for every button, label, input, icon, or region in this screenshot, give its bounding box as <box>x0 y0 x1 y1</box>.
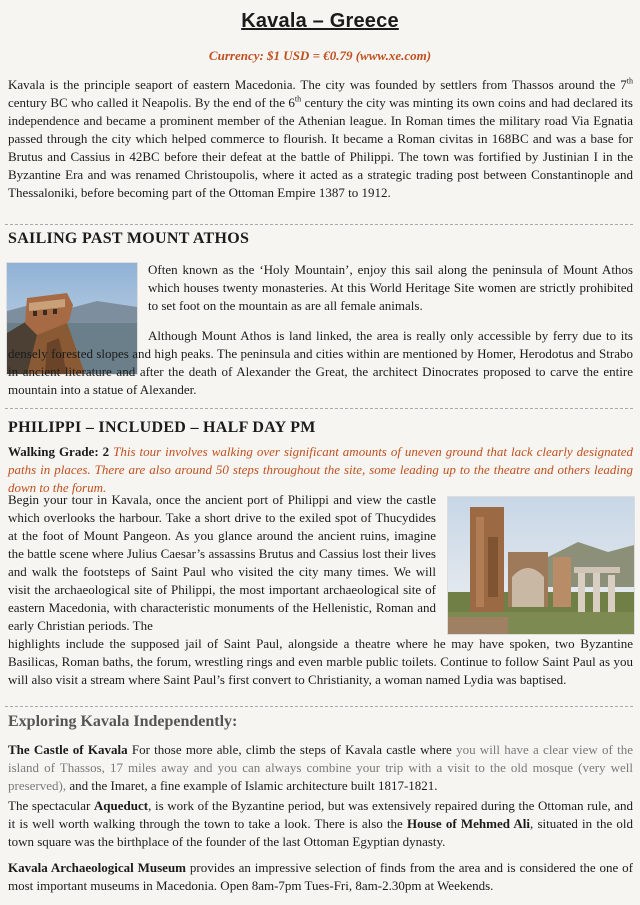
museum-paragraph <box>8 859 633 895</box>
museum-label: Kavala Archaeological Museum <box>8 860 187 875</box>
aqueduct-text-b: , is work of the Byzantine period, but was extensively repaired during the Ottoman rule, and it is well worth walking through the town to take a look. There is also the <box>8 798 633 831</box>
castle-text-b: and the Imaret, a fine example of Islamic architecture built 1817-1821. <box>66 778 438 793</box>
intro-text-b: century BC who called it Neapolis. By the end of the 6 <box>8 95 295 110</box>
aqueduct-label: Aqueduct <box>93 798 149 813</box>
philippi-paragraph-2: highlights include the supposed jail of Saint Paul, alongside a theatre where he may have spoken, two Byzantine Basilicas, Roman baths, the forum, wrestling rings and even marble public toilets. Continue to follow Saint Paul as you will also visit a stream where Saint Paul’s first convert to Christianity, a woman named Lydia was baptised. <box>8 636 633 687</box>
explore-heading: Exploring Kavala Independently: <box>8 713 238 730</box>
walking-grade-text: This tour involves walking over significant amounts of uneven ground that lack clearly designated paths in places. There are also around 50 steps throughout the site, some leading up to the theatre and others leading down to the forum. <box>8 444 633 495</box>
divider <box>5 224 633 225</box>
castle-text-a: For those more able, climb the steps of Kavala castle where <box>127 742 457 757</box>
athos-paragraph-1: Often known as the ‘Holy Mountain’, enjoy this sail along the peninsula of Mount Athos which houses twenty monasteries. At this World Heritage Site women are strictly prohibited to set foot on the mountain as are all female animals. <box>148 262 633 313</box>
museum-text: provides an impressive selection of finds from the area and is considered the one of most important museums in Macedonia. Open 8am-7pm Tues-Fri, 8am-2.30pm at Weekends. <box>8 860 634 893</box>
philippi-heading: PHILIPPI – INCLUDED – HALF DAY PM <box>8 419 316 436</box>
castle-label: The Castle of Kavala <box>8 742 128 757</box>
castle-text-faded: you will have a clear view of the island of Thassos, 17 miles away and you can always combine your trip with a visit to the old mosque (very well preserved), <box>8 742 633 793</box>
philippi-ruins-photo <box>447 496 635 635</box>
page-title: Kavala – Greece <box>241 10 399 32</box>
ordinal-sup: th <box>626 76 633 86</box>
aqueduct-text-a: The spectacular <box>8 798 94 813</box>
intro-paragraph <box>8 76 633 202</box>
aqueduct-text-c: , situated in the old town square was the birthplace of the founder of the last Ottoman Egyptian dynasty. <box>8 816 634 849</box>
divider <box>5 408 633 409</box>
mehmed-ali-label: House of Mehmed Ali <box>407 816 531 831</box>
athos-paragraph-2: Although Mount Athos is land linked, the area is really only accessible by ferry due to its densely forested slopes and high peaks. The peninsula and cities within are mentioned by Homer, Herodotus and Strabo in ancient literature and after the death of Alexander the Great, the architect Dinocrates proposed to carve the entire mountain into a statue of Alexander. <box>8 328 633 397</box>
aqueduct-paragraph <box>8 797 633 851</box>
philippi-paragraph-1: Begin your tour in Kavala, once the ancient port of Philippi and view the castle which overlooks the harbour. Take a short drive to the exiled spot of Thucydides at the foot of Mount Pangeon. As you glance around the ancient ruins, imagine the battle scene where Julius Caesar’s assassins Brutus and Cassius lost their lives and walk the footsteps of Saint Paul who visited the city many times. We will visit the archaeological site of Philippi, the most important archaeological site of eastern Macedonia, with characteristic monuments of the Hellenistic, Roman and early Christian periods. The <box>8 492 436 633</box>
walking-grade-label: Walking Grade: 2 <box>8 444 110 459</box>
intro-text-a: Kavala is the principle seaport of eastern Macedonia. The city was founded by settlers from Thassos around the 7 <box>8 77 627 92</box>
athos-heading: SAILING PAST MOUNT ATHOS <box>8 230 250 247</box>
intro-text-c: century the city was minting its own coins and had declared its independence and became a prominent member of the Athenian league. In Roman times the military road Via Egnatia passed through the city which helped commerce to flourish. It became a Roman civitas in 168BC and was a base for Brutus and Cassius in 42BC before their defeat at the battle of Philippi. The town was fortified by Justinian I in the Byzantine Era and was renamed Christoupolis, where it acted as a strategic trading post between Constantinople and Thessaloniki, before becoming part of the Ottoman Empire 1387 to 1912. <box>8 95 633 200</box>
divider <box>5 706 633 707</box>
walking-grade <box>8 443 633 497</box>
currency-note: Currency: $1 USD = €0.79 (www.xe.com) <box>208 48 432 63</box>
ordinal-sup: th <box>294 94 302 104</box>
castle-paragraph <box>8 741 633 795</box>
